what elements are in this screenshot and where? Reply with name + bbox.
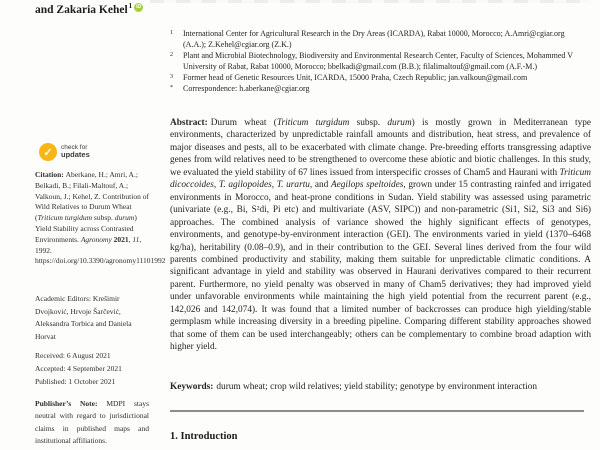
accepted-date: Accepted: 4 September 2021 xyxy=(35,364,122,373)
correspondence-text: Correspondence: h.aberkane@cgiar.org xyxy=(183,84,310,93)
badge-line1: check for xyxy=(61,143,88,151)
author-line xyxy=(35,2,143,16)
keywords-label: Keywords: xyxy=(170,382,214,392)
published-date: Published: 1 October 2021 xyxy=(35,377,116,386)
badge-line2: updates xyxy=(61,150,90,160)
author-affiliation-sup: 1 xyxy=(128,2,133,10)
correspondence-marker: * xyxy=(170,84,173,91)
affiliation-row xyxy=(170,72,574,83)
crossmark-check-icon: ✓ xyxy=(39,143,57,161)
abstract-label: Abstract: xyxy=(170,118,208,128)
abstract-paragraph xyxy=(170,117,591,354)
publisher-note: Publisher’s Note: MDPI stays neutral with regard to jurisdictional claims in published maps and institutional affiliations. xyxy=(35,399,149,446)
history-dates xyxy=(35,349,149,388)
affiliation-text: Former head of Genetic Resources Unit, ICARDA, 15000 Praha, Czech Republic; jan.valkoun@gmail.com xyxy=(183,73,528,82)
affiliation-marker: 2 xyxy=(170,51,173,58)
sidebar xyxy=(35,143,166,446)
received-date: Received: 6 August 2021 xyxy=(35,351,111,360)
affiliation-row xyxy=(170,28,574,50)
keywords-text: durum wheat; crop wild relatives; yield stability; genotype by environment interaction xyxy=(216,382,538,392)
check-for-updates-label xyxy=(61,145,90,160)
affiliations-list xyxy=(170,28,574,94)
affiliation-marker: 1 xyxy=(170,29,173,36)
orcid-icon[interactable]: iD xyxy=(136,4,142,10)
section-divider-rule xyxy=(170,410,584,412)
abstract-text: Durum wheat (Triticum turgidum subsp. durum) is mostly grown in Mediterranean type environments, characterized by unpredictable rainfall amounts and distribution, heat stress, and prevalence of major diseases and pests, all to be exacerbated with climate change. Pre-breeding efforts transgressing adaptive genes from wild relatives need to be strengthened to overcome these abiotic and biotic challenges. In this study, we evaluated the yield stability of 67 lines issued from interspecific crosses of Cham5 and Haurani with Triticum dicoccoides, T. agilopoides, T. urartu, and Aegilops speltoides, grown under 15 contrasting rainfed and irrigated environments in Morocco, and heat-prone conditions in Sudan. Yield stability was assessed using parametric (univariate (e.g., Bi, S²di, Pi etc) and multivariate (ASV, SIPC)) and non-parametric (Si1, Si2, Si3 and Si6) approaches. The combined analysis of variance showed the highly significant effects of genotypes, environments, and genotype-by-environment interaction (GEI). The environments varied in yield (1370–6468 kg/ha), heritability (0.08–0.9), and in their contribution to the GEI. Several lines derived from the four wild parents combined productivity and stability, making them suitable for unpredictable climatic conditions. A significant advantage in yield and stability was observed in Haurani derivatives compared to their recurrent parent. Furthermore, no yield penalty was observed in many of Cham5 derivatives; they had improved yield under unfavorable environments while maintaining the high yield potential from the recurrent parent (e.g., 142,026 and 142,074). It was found that a limited number of backcrosses can produce high yielding/stable germplasm while increasing diversity in a breeding pipeline. Comparing different stability approaches showed that some of them can be used interchangeably; others can be complementary to combine broad adaption with higher yield. xyxy=(170,118,592,353)
affiliation-row xyxy=(170,83,574,94)
check-for-updates-badge[interactable] xyxy=(39,143,149,161)
introduction-heading: 1. Introduction xyxy=(170,431,238,442)
affiliation-row xyxy=(170,50,574,72)
citation-block: Citation: Aberkane, H.; Amri, A.; Belkadi, B.; Filali-Maltouf, A.; Valkoun, J.; Kehel, Z. Contribution of Wild Relatives to Durum Wheat (Triticum turgidum subsp. durum) Yield Stability across Contrasted Environments. Agronomy 2021, 11, 1992. https://doi.org/10.3390/agronomy11101992 xyxy=(35,170,166,266)
keywords-line xyxy=(170,381,591,393)
academic-editors: Academic Editors: Krešimir Dvojković, Hrvoje Šarčević, Aleksandra Torbica and Daniela Horvat xyxy=(35,294,132,341)
affiliation-text: Plant and Microbial Biotechnology, Biodiversity and Environmental Research Center, Faculty of Sciences, Mohammed V University of Rabat, Rabat 10000, Morocco; bbelkadi@gmail.com (B.B.); filalimaltouf@gmail.com (A.F.-M.) xyxy=(183,51,573,71)
cropped-title-remnant xyxy=(150,0,590,3)
affiliation-text: International Center for Agricultural Research in the Dry Areas (ICARDA), Rabat 10000, Morocco; A.Amri@cgiar.org (A.A.); Z.Kehel@cgiar.org (Z.K.) xyxy=(183,29,565,49)
author-name: and Zakaria Kehel xyxy=(35,3,128,16)
affiliation-marker: 3 xyxy=(170,73,173,80)
